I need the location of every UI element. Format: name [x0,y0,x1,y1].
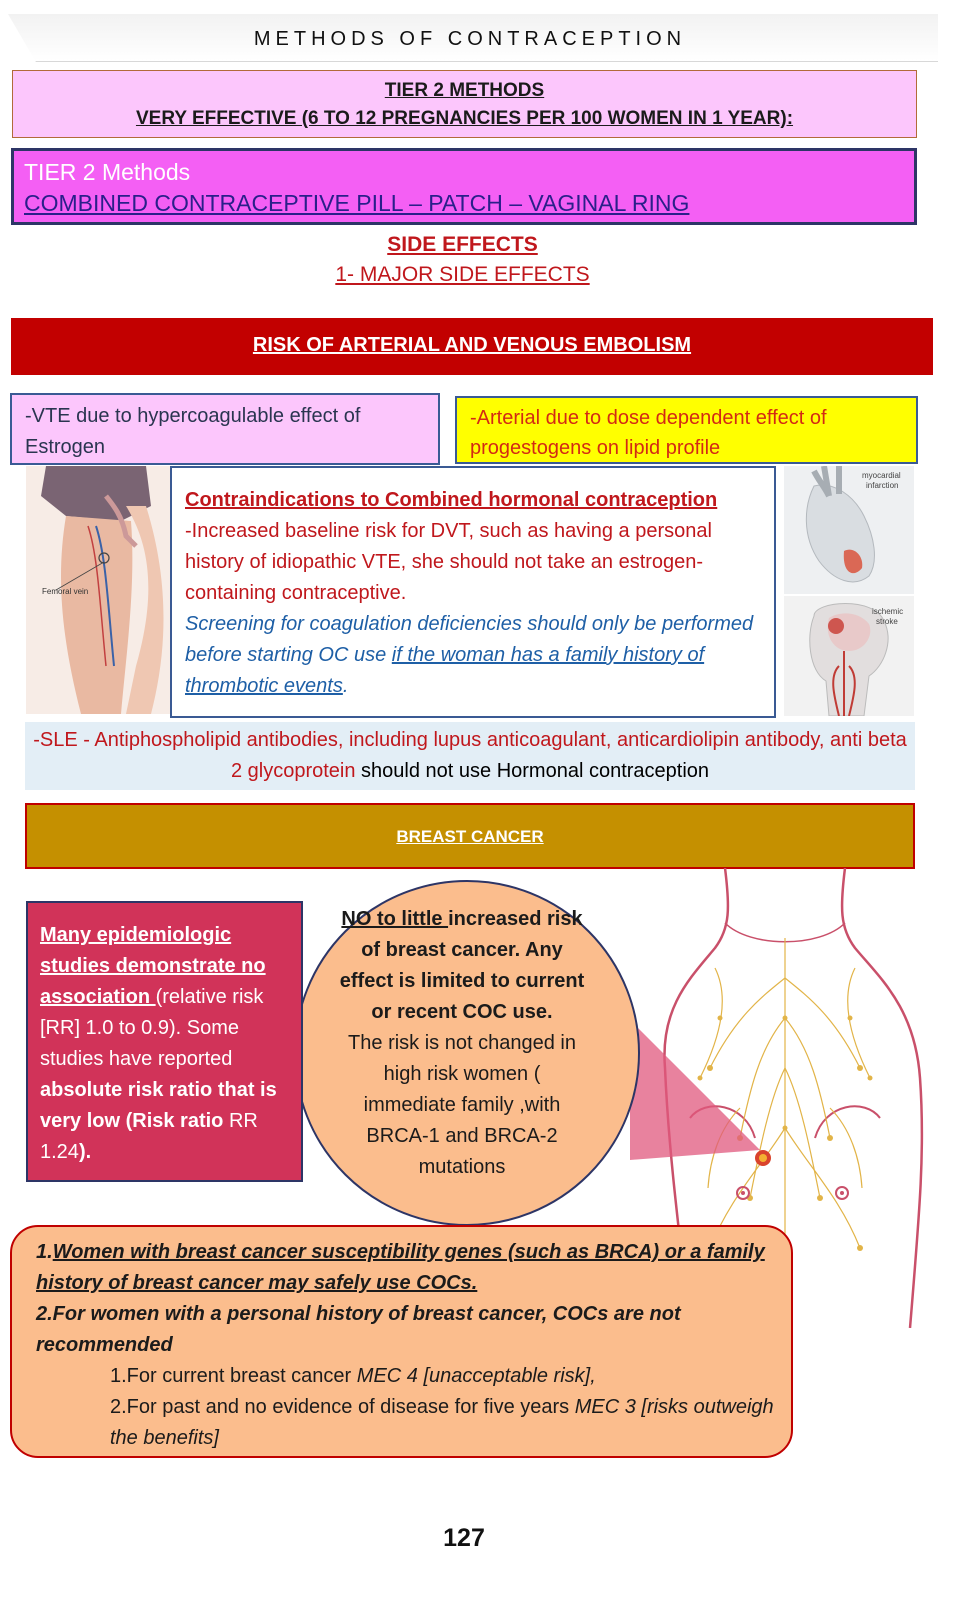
brain-label-line1: ischemic [872,607,904,616]
brain-label-line2: stroke [876,617,898,626]
method-names: COMBINED CONTRACEPTIVE PILL – PATCH – VAGINAL RING [24,190,690,216]
side-effects-heading [0,230,925,290]
page-number: 127 [443,1524,485,1552]
circle-text: The risk is not changed in high risk women ( immediate family ,with BRCA-1 and BRCA-2 mutations [348,1032,576,1178]
epi-bold2: ). [78,1141,92,1163]
epi-text2: Some studies have reported [40,1017,239,1070]
sle-box [25,722,915,790]
heart-label-line2: infarction [866,481,899,490]
vte-box: -VTE due to hypercoagulable effect of Estrogen [10,393,440,465]
breast-cancer-risk-circle [294,880,640,1226]
page-title: METHODS OF CONTRACEPTION [253,28,687,50]
leg-vein-illustration [26,466,172,714]
side-effects-subtitle: 1- MAJOR SIDE EFFECTS [335,263,590,286]
epi-text3: RR 1.24 [40,1110,258,1163]
breast-cancer-bar: BREAST CANCER [25,803,915,869]
screening-end: . [342,675,349,697]
sle-red-text: -SLE - Antiphospholipid antibodies, including lupus anticoagulant, anticardiolipin antibody, anti beta 2 glycoprotein [33,729,907,782]
tier-banner-line1: TIER 2 METHODS [384,80,545,101]
recommendation-sub-2 [36,1392,791,1454]
tier-banner [12,70,917,138]
recommendation-item-2: 2.For women with a personal history of breast cancer, COCs are not recommended [36,1303,681,1356]
sub2-text: 2.For past and no evidence of disease for five years [110,1396,575,1418]
side-effects-title: SIDE EFFECTS [387,233,538,256]
recommendations-box [10,1225,793,1458]
heart-illustration [784,466,914,594]
epi-text1: (relative risk [RR] 1.0 to 0.9). [40,986,264,1039]
embolism-risk-bar: RISK OF ARTERIAL AND VENOUS EMBOLISM [11,318,933,375]
sub1-italic: MEC 4 [unacceptable risk], [356,1365,596,1387]
arterial-box: -Arterial due to dose dependent effect of progestogens on lipid profile [455,396,918,464]
recommendation-item-1 [36,1237,791,1299]
sub1-text: 1.For current breast cancer [110,1365,357,1387]
brain-stroke-illustration [784,596,914,716]
epi-bold-underline: Many epidemiologic studies demonstrate no association [40,924,266,1008]
tier-banner-line2: VERY EFFECTIVE (6 TO 12 PREGNANCIES PER 100 WOMEN IN 1 YEAR): [135,108,794,129]
epi-bold1: absolute risk ratio that is very low (Risk ratio [40,1079,277,1132]
screening-text [185,609,762,702]
item1-text: Women with breast cancer susceptibility genes (such as BRCA) or a family history of breast cancer may safely use COCs. [36,1241,765,1294]
epidemiology-box [26,901,303,1182]
screening-main: Screening for coagulation deficiencies should only be performed before starting OC use [185,613,754,666]
contraindications-text: -Increased baseline risk for DVT, such as having a personal history of idiopathic VTE, she should not take an estrogen-containing contraceptive. [185,520,712,604]
item1-number: 1. [36,1241,53,1263]
circle-bold: increased risk of breast cancer. Any effect is limited to current or recent COC use. [339,908,585,1023]
recommendation-sub-1 [36,1361,791,1392]
sub2-italic: MEC 3 [risks outweigh the benefits] [110,1396,774,1449]
heart-label-line1: myocardial [862,471,901,480]
screening-condition: if the woman has a family history of thrombotic events [185,644,705,697]
method-title: TIER 2 Methods [24,159,191,185]
contraindications-title: Contraindications to Combined hormonal contraception [185,489,718,511]
circle-underline: NO to little [341,908,449,930]
leg-label: Femoral vein [42,587,89,596]
sle-black-text: should not use Hormonal contraception [355,760,710,782]
method-box [11,148,917,225]
contraindications-box [170,466,776,718]
